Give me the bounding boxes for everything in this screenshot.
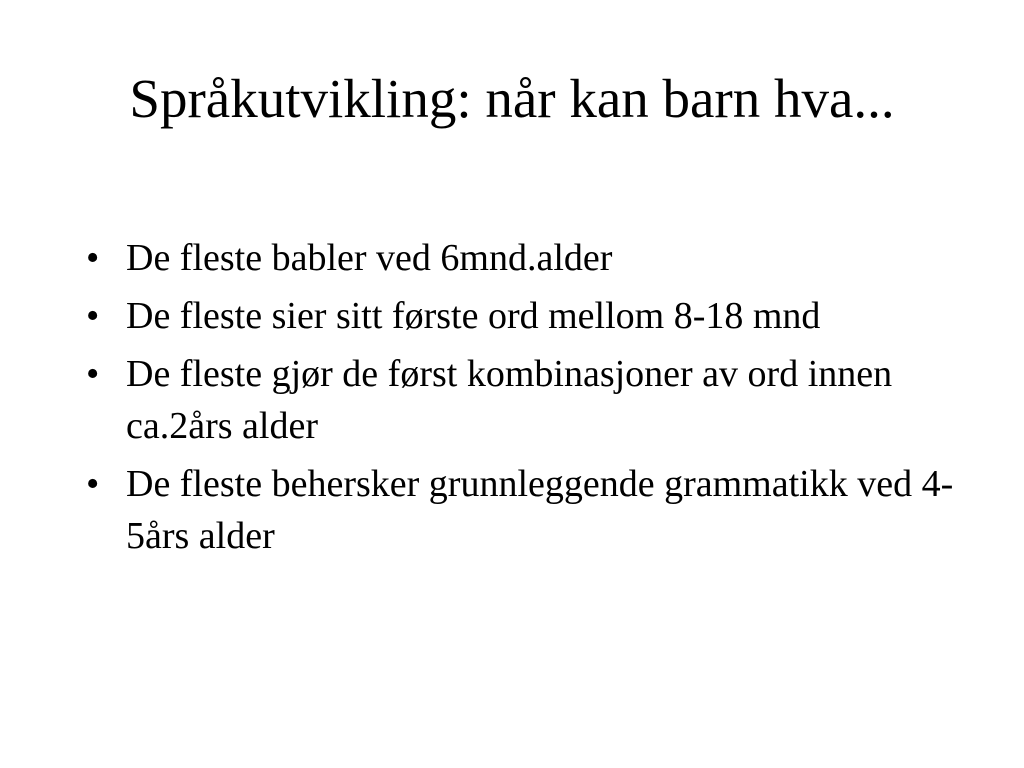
bullet-item xyxy=(84,290,964,342)
bullet-item xyxy=(84,348,964,452)
bullet-icon: • xyxy=(86,353,100,395)
bullet-text: De fleste babler ved 6mnd.alder xyxy=(126,237,613,279)
bullet-icon: • xyxy=(86,295,100,337)
bullet-text: De fleste gjør de først kombinasjoner av ord innen ca.2års alder xyxy=(126,353,893,447)
bullet-text: De fleste behersker grunnleggende grammatikk ved 4-5års alder xyxy=(126,463,954,557)
bullet-list xyxy=(84,232,964,568)
bullet-item xyxy=(84,458,964,562)
bullet-icon: • xyxy=(86,463,100,505)
bullet-icon: • xyxy=(86,237,100,279)
bullet-text: De fleste sier sitt første ord mellom 8-18 mnd xyxy=(126,295,821,337)
bullet-item xyxy=(84,232,964,284)
slide-title: Språkutvikling: når kan barn hva... xyxy=(129,68,895,129)
